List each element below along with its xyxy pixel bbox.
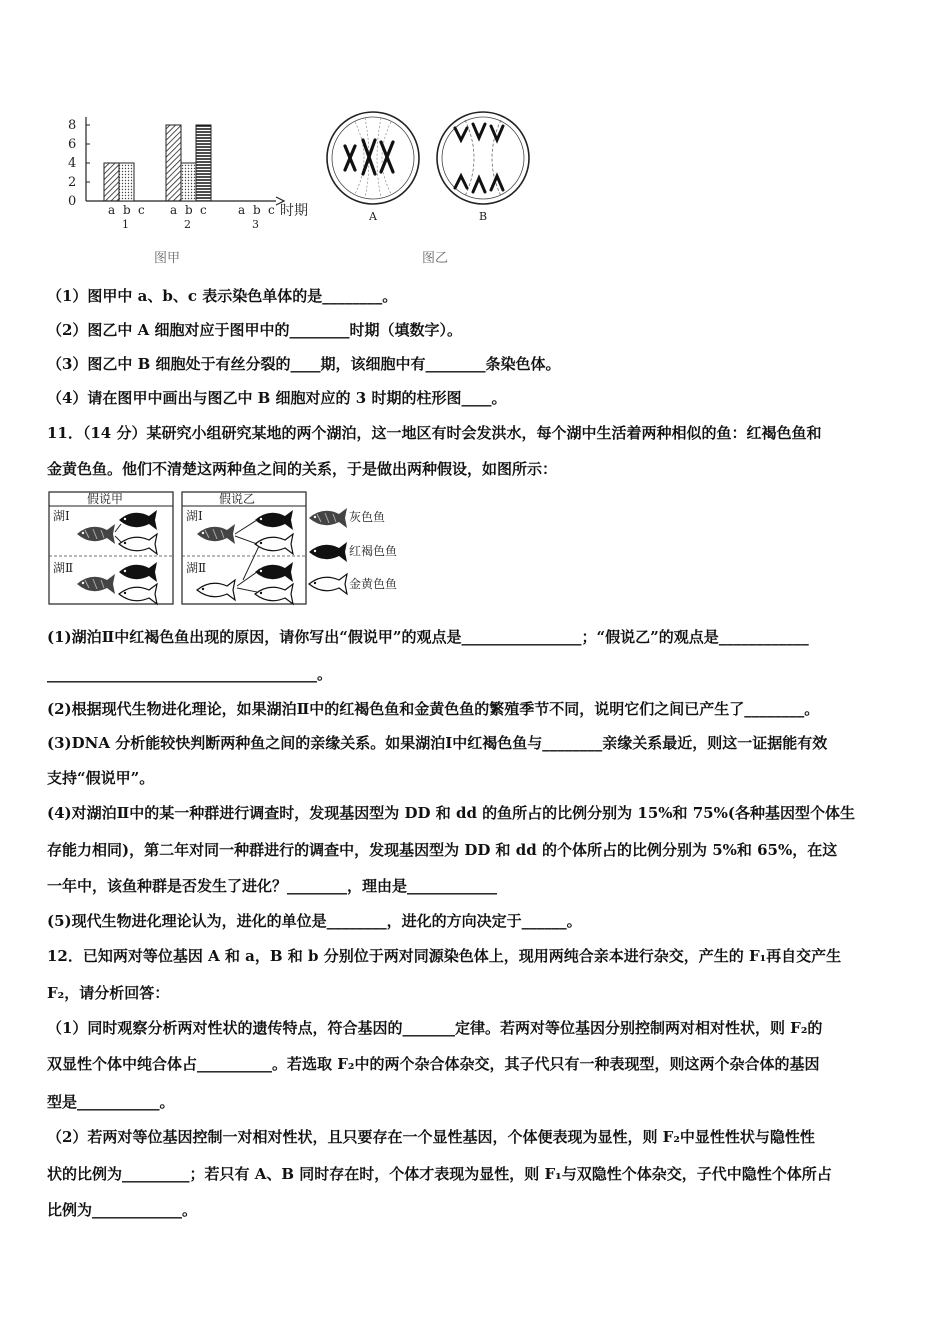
legend-golden: 金黄色鱼 xyxy=(349,577,398,591)
q11-5: (5)现代生物进化理论认为，进化的单位是________，进化的方向决定于______。 xyxy=(47,912,582,930)
fish-icon xyxy=(255,584,293,604)
q11-stem-1: 11．（14 分）某研究小组研究某地的两个湖泊，这一地区有时会发洪水，每个湖中生活着两种相似的鱼：红褐色鱼和 xyxy=(47,424,822,442)
fish-icon xyxy=(255,510,293,530)
fish-icon xyxy=(197,580,235,600)
fish-icon xyxy=(197,524,235,544)
bar-b-2 xyxy=(181,163,196,201)
bar-c-2 xyxy=(196,125,211,201)
q12-1a: （1）同时观察分析两对性状的遗传特点，符合基因的_______定律。若两对等位基因分别控制两对相对性状，则 F₂的 xyxy=(47,1019,823,1037)
x-tick-label: b xyxy=(253,203,261,217)
cell-a xyxy=(327,112,419,223)
q11-4b: 存能力相同)，第二年对同一种群进行的调查中，发现基因型为 DD 和 dd 的个体所占的比例分别为 5%和 65%，在这 xyxy=(47,841,838,859)
q10-1: （1）图甲中 a、b、c 表示染色单体的是________。 xyxy=(47,287,398,305)
q10-3: （3）图乙中 B 细胞处于有丝分裂的____期，该细胞中有________条染色体。 xyxy=(47,355,561,373)
fish-icon xyxy=(119,584,157,604)
q11-1b: ____________________________________。 xyxy=(47,665,333,683)
q11-4a: (4)对湖泊Ⅱ中的某一种群进行调查时，发现基因型为 DD 和 dd 的鱼所占的比例分别为 15%和 75%(各种基因型个体生 xyxy=(47,804,855,822)
group-label: 2 xyxy=(184,218,191,231)
y-tick-label: 2 xyxy=(68,175,77,190)
legend-redbrown: 红褐色鱼 xyxy=(349,544,398,558)
hyp2-title: 假说乙 xyxy=(219,492,256,506)
fish-icon xyxy=(77,574,115,594)
chart-caption: 图甲 xyxy=(154,251,181,266)
y-tick-label: 8 xyxy=(68,118,77,133)
cell-b-label: B xyxy=(479,210,488,223)
q12-1b: 双显性个体中纯合体占__________。若选取 F₂中的两个杂合体杂交，其子代只有一种表现型，则这两个杂合体的基因 xyxy=(47,1055,820,1073)
q11-2: (2)根据现代生物进化理论，如果湖泊Ⅱ中的红褐色鱼和金黄色鱼的繁殖季节不同，说明它们之间已产生了________。 xyxy=(47,700,820,718)
x-tick-label: a xyxy=(170,203,178,217)
q12-stem-2: F₂，请分析回答： xyxy=(47,984,170,1002)
x-axis-label: 时期 xyxy=(280,203,308,219)
cell-a-label: A xyxy=(369,210,377,223)
fish-icon xyxy=(255,562,293,582)
q12-2a: （2）若两对等位基因控制一对相对性状，且只要存在一个显性基因，个体便表现为显性，则 F₂中显性性状与隐性性 xyxy=(47,1128,815,1146)
q12-2c: 比例为____________。 xyxy=(47,1201,198,1219)
fish-icon xyxy=(119,534,157,554)
cell-figure-caption: 图乙 xyxy=(422,251,449,266)
q12-stem-1: 12．已知两对等位基因 A 和 a，B 和 b 分别位于两对同源染色体上，现用两纯合亲本进行杂交，产生的 F₁再自交产生 xyxy=(47,947,842,965)
y-tick-label: 0 xyxy=(68,194,77,209)
x-tick-label: c xyxy=(200,203,207,217)
x-tick-label: a xyxy=(108,203,116,217)
x-tick-label: c xyxy=(138,203,145,217)
hyp1-lake2-label: 湖Ⅱ xyxy=(53,561,74,575)
x-tick-label: b xyxy=(185,203,193,217)
hyp1-title: 假说甲 xyxy=(87,492,124,506)
hyp1-lake1-label: 湖Ⅰ xyxy=(53,509,70,523)
q12-2b: 状的比例为_________；若只有 A、B 同时存在时，个体才表现为显性，则 F₁与双隐性个体杂交，子代中隐性个体所占 xyxy=(47,1165,832,1183)
cell-b xyxy=(437,112,529,223)
cell-figure-yi xyxy=(325,100,535,230)
redbrown-fish-icon xyxy=(309,542,347,562)
hyp2-lake1-label: 湖Ⅰ xyxy=(186,509,203,523)
bar-a-2 xyxy=(166,125,181,201)
group-label: 3 xyxy=(252,218,259,231)
q10-4: （4）请在图甲中画出与图乙中 B 细胞对应的 3 时期的柱形图____。 xyxy=(47,389,507,407)
fish-icon xyxy=(119,510,157,530)
y-tick-label: 6 xyxy=(68,137,77,152)
x-tick-label: c xyxy=(268,203,275,217)
fish-icon xyxy=(77,524,115,544)
q11-3a: (3)DNA 分析能较快判断两种鱼之间的亲缘关系。如果湖泊Ⅰ中红褐色鱼与________亲缘关系最近，则这一证据能有效 xyxy=(47,734,828,752)
fish-icon xyxy=(119,562,157,582)
y-tick-label: 4 xyxy=(68,156,77,171)
chart-figure-jia xyxy=(58,95,323,270)
q11-4c: 一年中，该鱼种群是否发生了进化？________，理由是____________ xyxy=(47,877,498,895)
group-label: 1 xyxy=(122,218,129,231)
bar-b-1 xyxy=(119,163,134,201)
legend-gray: 灰色鱼 xyxy=(349,510,386,524)
golden-fish-icon xyxy=(309,574,347,594)
gray-fish-icon xyxy=(309,508,347,528)
bar-a-1 xyxy=(104,163,119,201)
q12-1c: 型是___________。 xyxy=(47,1093,175,1111)
x-tick-label: b xyxy=(123,203,131,217)
x-tick-label: a xyxy=(238,203,246,217)
fish-icon xyxy=(255,534,293,554)
fish-hypothesis-figure xyxy=(47,488,407,608)
q11-stem-2: 金黄色鱼。他们不清楚这两种鱼之间的关系，于是做出两种假设，如图所示： xyxy=(47,460,558,478)
hyp2-lake2-label: 湖Ⅱ xyxy=(186,561,207,575)
q10-2: （2）图乙中 A 细胞对应于图甲中的________时期（填数字）。 xyxy=(47,321,463,339)
q11-3b: 支持“假说甲”。 xyxy=(47,769,155,787)
q11-1a: (1)湖泊Ⅱ中红褐色鱼出现的原因，请你写出“假说甲”的观点是________________；“假说乙”的观点是____________ xyxy=(47,628,809,646)
